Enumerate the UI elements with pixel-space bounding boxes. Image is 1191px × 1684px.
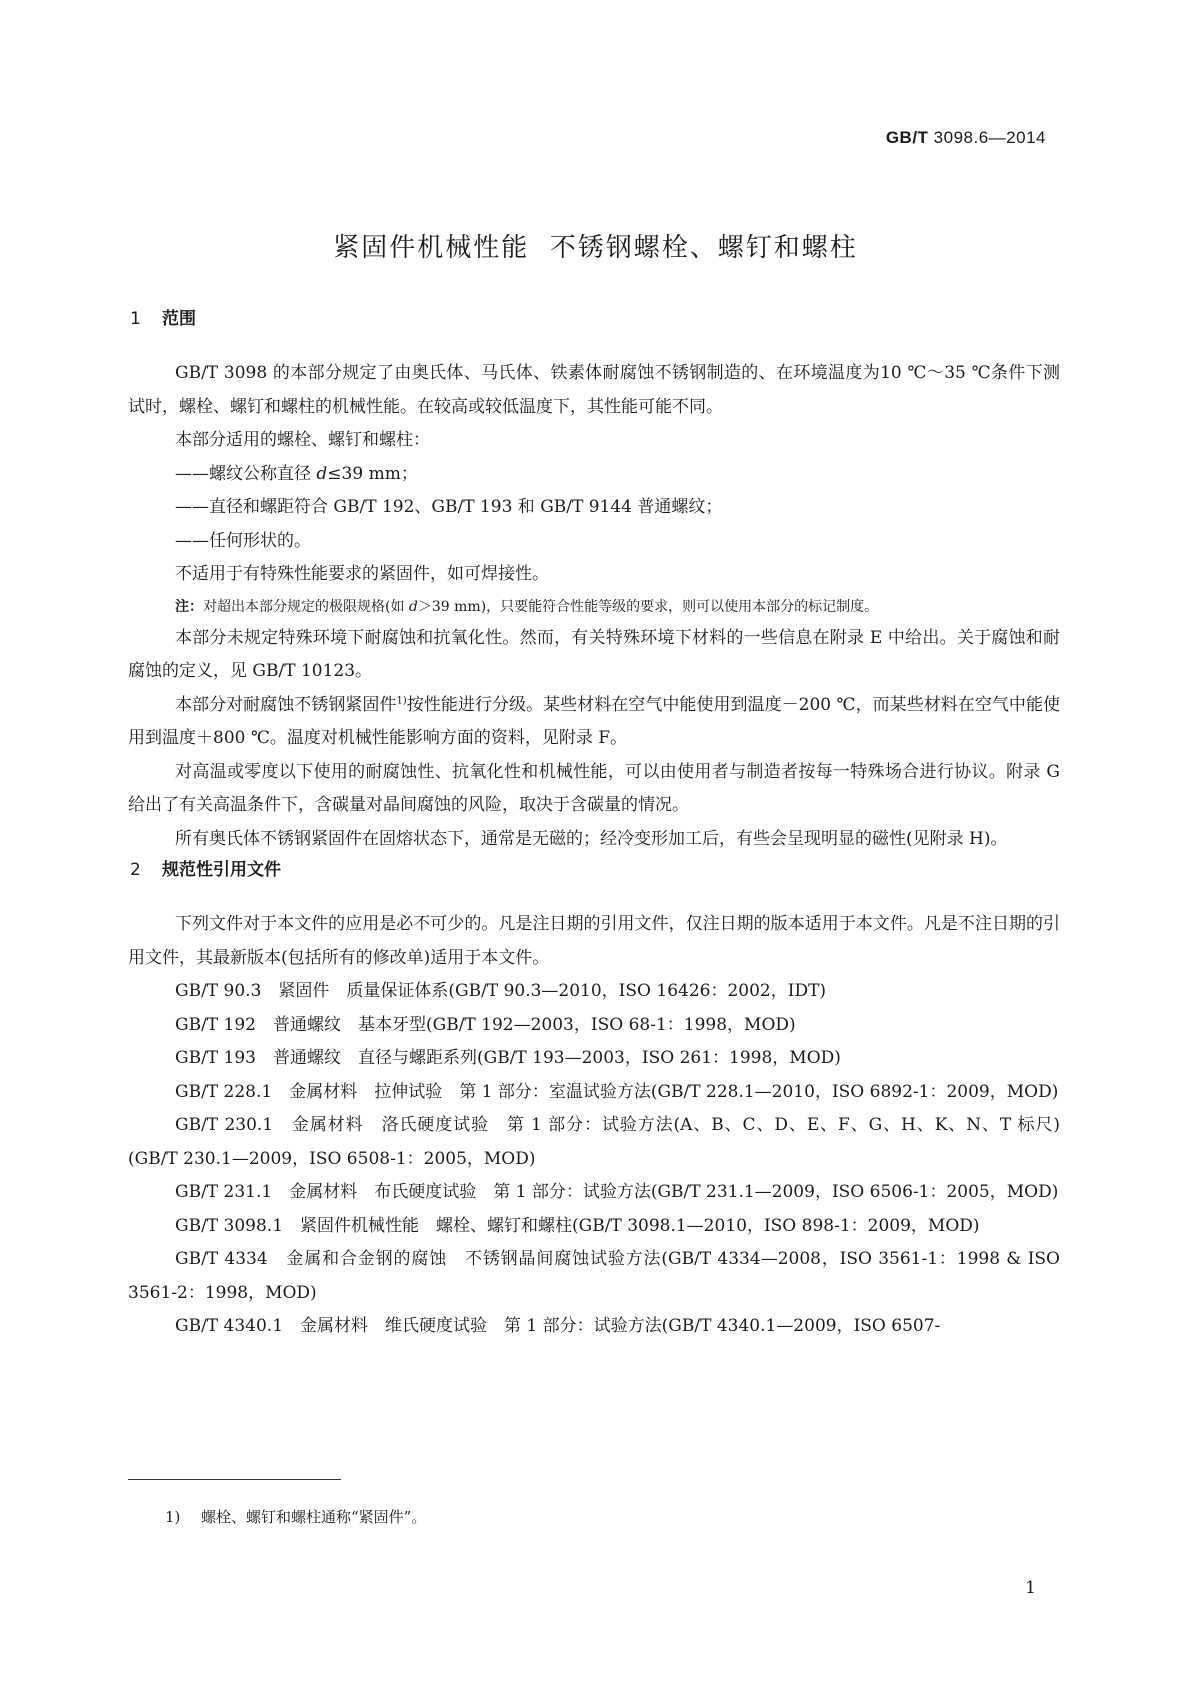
paragraph-text: 按性能进行分级。某些材料在空气中能使用到温度－200 ℃，而某些材料在空气中能使用到温度＋800 ℃。温度对机械性能影响方面的资料，见附录 F。 [128,694,1060,748]
variable-d: d [408,598,418,615]
paragraph: 不适用于有特殊性能要求的紧固件，如可焊接性。 [175,564,549,584]
footnote-number: 1) [165,1508,181,1526]
paragraph: 本部分未规定特殊环境下耐腐蚀和抗氧化性。然而，有关特殊环境下材料的一些信息在附录 E 中给出。关于腐蚀和耐腐蚀的定义，见 GB/T 10123。 [128,627,1060,681]
standard-code-prefix: GB/T [885,128,929,147]
section-2-number: 2 [130,860,141,880]
variable-d: d [316,463,328,484]
page-number: 1 [1025,1578,1036,1598]
paragraph-text: 本部分对耐腐蚀不锈钢紧固件 [175,694,397,715]
note-text: 对超出本部分规定的极限规格(如 [203,598,409,615]
standard-code [886,128,1046,148]
reference-item: GB/T 192 普通螺纹 基本牙型(GB/T 192—2003，ISO 68-1：1998，MOD) [175,1014,796,1035]
section-2-heading [130,855,281,880]
paragraph: 下列文件对于本文件的应用是必不可少的。凡是注日期的引用文件，仅注日期的版本适用于本文件。凡是不注日期的引用文件，其最新版本(包括所有的修改单)适用于本文件。 [128,914,1060,968]
section-2-body [128,908,1060,1344]
reference-item: GB/T 231.1 金属材料 布氏硬度试验 第 1 部分：试验方法(GB/T 231.1—2009，ISO 6506-1：2005，MOD) [175,1182,1059,1202]
footnote-divider [128,1479,341,1480]
note-text: ＞39 mm)，只要能符合性能等级的要求，则可以使用本部分的标记制度。 [417,598,879,615]
document-title: 紧固件机械性能 不锈钢螺栓、螺钉和螺柱 [333,233,858,263]
reference-item: GB/T 3098.1 紧固件机械性能 螺栓、螺钉和螺柱(GB/T 3098.1—2010，ISO 898-1：2009，MOD) [175,1215,980,1236]
note [128,592,1060,622]
paragraph: 对高温或零度以下使用的耐腐蚀性、抗氧化性和机械性能，可以由使用者与制造者按每一特殊场合进行协议。附录 G 给出了有关高温条件下，含碳量对晶间腐蚀的风险，取决于含碳量的情况。 [128,761,1060,815]
list-item: ——直径和螺距符合 GB/T 192、GB/T 193 和 GB/T 9144 普通螺纹； [175,497,723,517]
section-1-heading [130,304,196,329]
reference-item: GB/T 4340.1 金属材料 维氏硬度试验 第 1 部分：试验方法(GB/T 4340.1—2009，ISO 6507- [175,1316,941,1336]
paragraph: 所有奥氏体不锈钢紧固件在固熔状态下，通常是无磁的；经冷变形加工后，有些会呈现明显的磁性(见附录 H)。 [175,828,1008,849]
section-1-number: 1 [130,309,141,329]
section-2-title: 规范性引用文件 [162,860,281,880]
paragraph: 本部分适用的螺栓、螺钉和螺柱： [175,430,430,450]
reference-item: GB/T 228.1 金属材料 拉伸试验 第 1 部分：室温试验方法(GB/T 228.1—2010，ISO 6892-1：2009，MOD) [175,1081,1059,1102]
standard-code-number: 3098.6—2014 [933,128,1046,147]
section-1-title: 范围 [162,309,196,329]
paragraph: GB/T 3098 的本部分规定了由奥氏体、马氏体、铁素体耐腐蚀不锈钢制造的、在环境温度为10 ℃～35 ℃条件下测试时，螺栓、螺钉和螺柱的机械性能。在较高或较低温度下，其性能可能不同。 [128,363,1060,417]
list-item-text: ——螺纹公称直径 [175,463,317,484]
footnote-text: 螺栓、螺钉和螺柱通称“紧固件”。 [201,1508,427,1526]
list-item [128,458,1060,492]
reference-item: GB/T 90.3 紧固件 质量保证体系(GB/T 90.3—2010，ISO 16426：2002，IDT) [175,981,827,1001]
list-item-text: ≤39 mm； [327,463,418,484]
footnote-marker: 1) [396,694,407,706]
footnote [165,1506,426,1527]
reference-item: GB/T 4334 金属和合金钢的腐蚀 不锈钢晶间腐蚀试验方法(GB/T 4334—2008，ISO 3561-1：1998 & ISO 3561-2：1998，MOD) [128,1249,1060,1303]
section-1-body [128,357,1060,856]
paragraph [128,689,1060,756]
list-item: ——任何形状的。 [175,530,311,551]
reference-item: GB/T 193 普通螺纹 直径与螺距系列(GB/T 193—2003，ISO 261：1998，MOD) [175,1048,841,1068]
note-label: 注： [175,598,203,615]
reference-item: GB/T 230.1 金属材料 洛氏硬度试验 第 1 部分：试验方法(A、B、C、D、E、F、G、H、K、N、T 标尺)(GB/T 230.1—2009，ISO 6508-1：2005，MOD) [128,1115,1060,1169]
